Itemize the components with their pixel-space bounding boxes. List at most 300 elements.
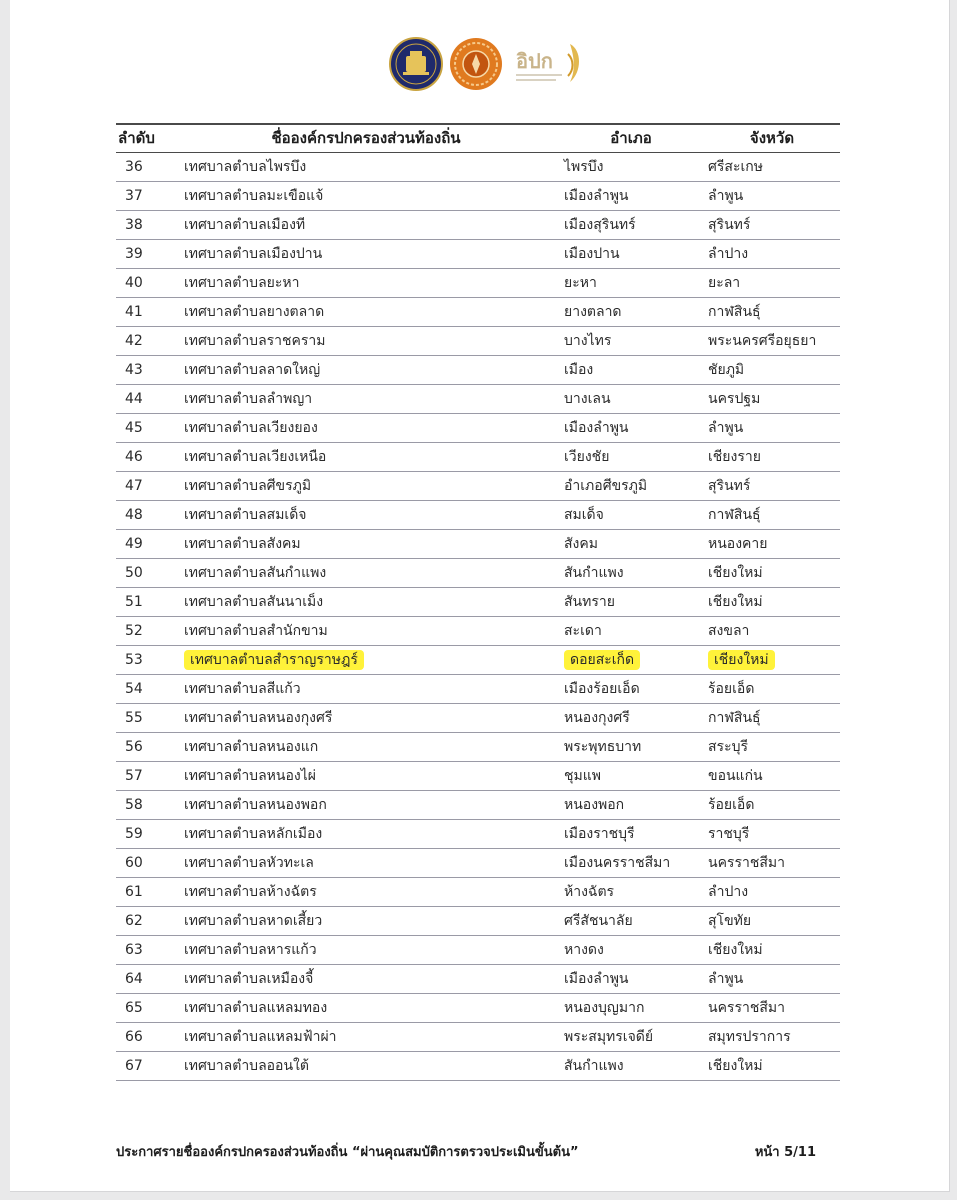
row-district: สันกำแพง	[564, 564, 624, 581]
row-organization-name: เทศบาลตำบลหารแก้ว	[184, 941, 317, 958]
row-organization-name: เทศบาลตำบลสันกำแพง	[184, 564, 327, 581]
row-number-cell	[116, 355, 174, 384]
table-row	[116, 268, 840, 297]
row-organization-name-cell	[174, 674, 558, 703]
row-district: ชุมแพ	[564, 767, 601, 784]
row-organization-name-cell	[174, 471, 558, 500]
table-row	[116, 587, 840, 616]
table-row	[116, 442, 840, 471]
row-number-cell	[116, 819, 174, 848]
table-row	[116, 877, 840, 906]
row-number: 54	[125, 680, 143, 697]
table-row	[116, 993, 840, 1022]
row-number-cell	[116, 210, 174, 239]
row-number: 47	[125, 477, 143, 494]
row-number-cell	[116, 297, 174, 326]
row-organization-name-cell	[174, 790, 558, 819]
row-province-cell	[704, 384, 840, 413]
row-province-cell	[704, 674, 840, 703]
row-number: 48	[125, 506, 143, 523]
row-organization-name: เทศบาลตำบลห้างฉัตร	[184, 883, 317, 900]
row-district-cell	[558, 703, 704, 732]
table-row	[116, 529, 840, 558]
row-district: หนองกุงศรี	[564, 709, 630, 726]
row-district-cell	[558, 384, 704, 413]
row-number-cell	[116, 413, 174, 442]
header-logos	[388, 36, 588, 96]
row-district-cell	[558, 558, 704, 587]
row-province-cell	[704, 297, 840, 326]
row-province: ลำปาง	[708, 245, 749, 262]
row-district-cell	[558, 587, 704, 616]
row-number: 36	[125, 158, 143, 175]
row-district-cell	[558, 732, 704, 761]
row-number: 64	[125, 970, 143, 987]
row-organization-name: เทศบาลตำบลเวียงยอง	[184, 419, 318, 436]
row-district-cell	[558, 964, 704, 993]
row-district-cell	[558, 442, 704, 471]
row-number-cell	[116, 616, 174, 645]
table-row	[116, 674, 840, 703]
row-organization-name-cell	[174, 877, 558, 906]
row-number-cell	[116, 500, 174, 529]
row-district-cell	[558, 1051, 704, 1080]
table-row	[116, 616, 840, 645]
row-district: สันทราย	[564, 593, 615, 610]
table-row	[116, 732, 840, 761]
row-number-cell	[116, 964, 174, 993]
row-organization-name: เทศบาลตำบลเมืองปาน	[184, 245, 323, 262]
row-organization-name-cell	[174, 819, 558, 848]
row-number: 44	[125, 390, 143, 407]
row-province-cell	[704, 906, 840, 935]
row-province: นครปฐม	[708, 390, 761, 407]
row-province: หนองคาย	[708, 535, 768, 552]
table-row	[116, 152, 840, 181]
table-row	[116, 413, 840, 442]
table-row	[116, 210, 840, 239]
row-district-cell	[558, 819, 704, 848]
column-header-organization: ชื่อองค์กรปกครองส่วนท้องถิ่น	[174, 124, 558, 152]
itas-logo-icon	[512, 36, 588, 92]
row-organization-name-cell	[174, 993, 558, 1022]
row-province: นครราชสีมา	[708, 854, 785, 871]
row-organization-name-cell	[174, 732, 558, 761]
table-row	[116, 326, 840, 355]
row-district: เมืองปาน	[564, 245, 620, 262]
row-province: ศรีสะเกษ	[708, 158, 763, 175]
row-organization-name-cell	[174, 384, 558, 413]
row-province: กาฬสินธุ์	[708, 506, 761, 523]
row-district: หนองพอก	[564, 796, 625, 813]
row-district: สันกำแพง	[564, 1057, 624, 1074]
row-organization-name: เทศบาลตำบลหนองพอก	[184, 796, 327, 813]
row-province-cell	[704, 355, 840, 384]
row-province-cell	[704, 558, 840, 587]
row-number: 59	[125, 825, 143, 842]
table-row	[116, 355, 840, 384]
row-organization-name: เทศบาลตำบลสังคม	[184, 535, 301, 552]
row-district: หางดง	[564, 941, 604, 958]
row-province: ราชบุรี	[708, 825, 750, 842]
row-organization-name-cell	[174, 500, 558, 529]
row-organization-name-cell	[174, 268, 558, 297]
row-district: ห้างฉัตร	[564, 883, 615, 900]
column-header-district: อำเภอ	[558, 124, 704, 152]
row-number: 57	[125, 767, 143, 784]
row-province: ชัยภูมิ	[708, 361, 745, 378]
row-organization-name: เทศบาลตำบลสำนักขาม	[184, 622, 328, 639]
row-province-cell	[704, 210, 840, 239]
row-district-cell	[558, 181, 704, 210]
row-district: เมืองร้อยเอ็ด	[564, 680, 640, 697]
row-province-cell	[704, 152, 840, 181]
row-province: สุโขทัย	[708, 912, 752, 929]
organization-table	[116, 123, 840, 1081]
row-number-cell	[116, 848, 174, 877]
row-number: 39	[125, 245, 143, 262]
row-district-cell	[558, 906, 704, 935]
row-district-cell	[558, 848, 704, 877]
row-number-cell	[116, 935, 174, 964]
row-organization-name-cell	[174, 761, 558, 790]
row-organization-name-cell	[174, 906, 558, 935]
row-district-cell	[558, 413, 704, 442]
row-organization-name: เทศบาลตำบลแหลมทอง	[184, 999, 328, 1016]
row-province: ยะลา	[708, 274, 741, 291]
row-district-cell	[558, 993, 704, 1022]
row-district: หนองบุญมาก	[564, 999, 645, 1016]
row-province: นครราชสีมา	[708, 999, 785, 1016]
row-district: บางไทร	[564, 332, 612, 349]
row-number-cell	[116, 674, 174, 703]
row-number-cell	[116, 529, 174, 558]
row-province: เชียงใหม่	[708, 593, 763, 610]
row-district: เมืองนครราชสีมา	[564, 854, 671, 871]
page-footer	[116, 1141, 816, 1162]
row-district: เมืองสุรินทร์	[564, 216, 636, 233]
row-organization-name-cell	[174, 210, 558, 239]
row-district-cell	[558, 297, 704, 326]
row-district-cell	[558, 529, 704, 558]
row-number-cell	[116, 1051, 174, 1080]
row-district-cell	[558, 500, 704, 529]
row-number: 40	[125, 274, 143, 291]
row-organization-name: เทศบาลตำบลยะหา	[184, 274, 300, 291]
row-organization-name-cell	[174, 297, 558, 326]
table-row	[116, 848, 840, 877]
row-province-cell	[704, 848, 840, 877]
row-organization-name-cell	[174, 587, 558, 616]
table-row	[116, 297, 840, 326]
row-district-cell	[558, 645, 704, 674]
row-district-cell	[558, 674, 704, 703]
government-emblem-icon	[388, 36, 444, 92]
row-number: 52	[125, 622, 143, 639]
row-district: พระพุทธบาท	[564, 738, 642, 755]
row-district-cell	[558, 616, 704, 645]
row-province: สุรินทร์	[708, 216, 751, 233]
row-organization-name: เทศบาลตำบลมะเขือแจ้	[184, 187, 324, 204]
row-province: ร้อยเอ็ด	[708, 680, 755, 697]
row-organization-name-cell	[174, 964, 558, 993]
row-organization-name: เทศบาลตำบลสีแก้ว	[184, 680, 301, 697]
row-province: ลำพูน	[708, 187, 744, 204]
row-organization-name-cell	[174, 152, 558, 181]
row-district-cell	[558, 790, 704, 819]
row-organization-name-cell	[174, 442, 558, 471]
table-row	[116, 819, 840, 848]
row-province-cell	[704, 239, 840, 268]
row-number: 41	[125, 303, 143, 320]
row-organization-name-cell	[174, 935, 558, 964]
row-district: เวียงชัย	[564, 448, 610, 465]
row-province-cell	[704, 761, 840, 790]
table-row	[116, 1051, 840, 1080]
row-district-cell	[558, 877, 704, 906]
row-district: เมือง	[564, 361, 594, 378]
row-district: ศรีสัชนาลัย	[564, 912, 633, 929]
row-district-cell	[558, 1022, 704, 1051]
row-district: สมเด็จ	[564, 506, 604, 523]
row-district: ยะหา	[564, 274, 597, 291]
row-province-cell	[704, 413, 840, 442]
table-row	[116, 239, 840, 268]
row-organization-name: เทศบาลตำบลหลักเมือง	[184, 825, 323, 842]
row-number: 63	[125, 941, 143, 958]
row-organization-name: เทศบาลตำบลแหลมฟ้าผ่า	[184, 1028, 337, 1045]
row-number-cell	[116, 326, 174, 355]
row-number-cell	[116, 1022, 174, 1051]
row-organization-name: เทศบาลตำบลเวียงเหนือ	[184, 448, 327, 465]
row-organization-name: เทศบาลตำบลลำพญา	[184, 390, 313, 407]
row-province-cell	[704, 181, 840, 210]
row-number-cell	[116, 790, 174, 819]
row-district: ยางตลาด	[564, 303, 622, 320]
row-province-cell	[704, 587, 840, 616]
row-organization-name: เทศบาลตำบลลาดใหญ่	[184, 361, 321, 378]
row-district: เมืองลำพูน	[564, 187, 629, 204]
row-organization-name: เทศบาลตำบลหาดเสี้ยว	[184, 912, 323, 929]
department-seal-icon	[448, 36, 504, 92]
table-row	[116, 964, 840, 993]
row-number: 66	[125, 1028, 143, 1045]
row-organization-name-cell	[174, 848, 558, 877]
row-province-cell	[704, 268, 840, 297]
row-organization-name: เทศบาลตำบลหัวทะเล	[184, 854, 314, 871]
row-district-cell	[558, 210, 704, 239]
table-row	[116, 906, 840, 935]
row-organization-name-cell	[174, 616, 558, 645]
row-number: 60	[125, 854, 143, 871]
row-province-cell	[704, 993, 840, 1022]
row-number-cell	[116, 268, 174, 297]
row-province: กาฬสินธุ์	[708, 709, 761, 726]
row-number-cell	[116, 384, 174, 413]
row-number-cell	[116, 645, 174, 674]
row-number: 38	[125, 216, 143, 233]
row-organization-name-cell	[174, 703, 558, 732]
row-province: เชียงใหม่	[708, 1057, 763, 1074]
row-number-cell	[116, 239, 174, 268]
footer-title: ประกาศรายชื่อองค์กรปกครองส่วนท้องถิ่น “ผ่านคุณสมบัติการตรวจประเมินขั้นต้น”	[116, 1145, 579, 1160]
row-number: 62	[125, 912, 143, 929]
row-organization-name: เทศบาลตำบลหนองแก	[184, 738, 319, 755]
row-organization-name: เทศบาลตำบลสำราญราษฎร์	[184, 650, 364, 670]
row-province-cell	[704, 471, 840, 500]
row-number-cell	[116, 906, 174, 935]
row-organization-name-cell	[174, 326, 558, 355]
table-row	[116, 181, 840, 210]
row-number: 42	[125, 332, 143, 349]
table-header-row	[116, 124, 840, 152]
table-row	[116, 558, 840, 587]
row-organization-name-cell	[174, 181, 558, 210]
row-number: 67	[125, 1057, 143, 1074]
row-organization-name-cell	[174, 558, 558, 587]
table-row	[116, 645, 840, 674]
row-district-cell	[558, 355, 704, 384]
row-organization-name-cell	[174, 1022, 558, 1051]
row-province: สุรินทร์	[708, 477, 751, 494]
page-number: หน้า 5/11	[754, 1145, 816, 1160]
row-number: 51	[125, 593, 143, 610]
row-province-cell	[704, 732, 840, 761]
row-province: สระบุรี	[708, 738, 748, 755]
row-district-cell	[558, 239, 704, 268]
row-province-cell	[704, 935, 840, 964]
row-district: สังคม	[564, 535, 598, 552]
row-number: 49	[125, 535, 143, 552]
row-organization-name: เทศบาลตำบลเหมืองจี้	[184, 970, 314, 987]
row-organization-name-cell	[174, 413, 558, 442]
document-page	[10, 0, 950, 1192]
row-organization-name: เทศบาลตำบลสมเด็จ	[184, 506, 307, 523]
row-province: สมุทรปราการ	[708, 1028, 791, 1045]
row-organization-name-cell	[174, 355, 558, 384]
row-number: 53	[125, 651, 143, 668]
svg-text:อิปก: อิปก	[516, 49, 553, 73]
row-number-cell	[116, 181, 174, 210]
row-district: ไพรบึง	[564, 158, 604, 175]
row-province-cell	[704, 529, 840, 558]
row-district-cell	[558, 761, 704, 790]
row-number: 46	[125, 448, 143, 465]
row-organization-name: เทศบาลตำบลเมืองที	[184, 216, 306, 233]
row-organization-name: เทศบาลตำบลศีขรภูมิ	[184, 477, 312, 494]
row-number: 65	[125, 999, 143, 1016]
row-province: ลำพูน	[708, 970, 744, 987]
row-province-cell	[704, 1051, 840, 1080]
row-number-cell	[116, 558, 174, 587]
row-number-cell	[116, 761, 174, 790]
table-row	[116, 935, 840, 964]
row-district: ดอยสะเก็ด	[564, 650, 640, 670]
row-number-cell	[116, 471, 174, 500]
row-number: 45	[125, 419, 143, 436]
row-number-cell	[116, 152, 174, 181]
row-district-cell	[558, 152, 704, 181]
table-row	[116, 1022, 840, 1051]
column-header-province: จังหวัด	[704, 124, 840, 152]
row-number-cell	[116, 732, 174, 761]
row-province-cell	[704, 819, 840, 848]
row-province: ลำพูน	[708, 419, 744, 436]
row-number-cell	[116, 993, 174, 1022]
row-number: 58	[125, 796, 143, 813]
row-organization-name: เทศบาลตำบลไพรบึง	[184, 158, 307, 175]
table-row	[116, 761, 840, 790]
row-district: เมืองลำพูน	[564, 970, 629, 987]
row-number: 55	[125, 709, 143, 726]
row-province: เชียงใหม่	[708, 650, 775, 670]
row-province: สงขลา	[708, 622, 750, 639]
row-number-cell	[116, 587, 174, 616]
row-organization-name: เทศบาลตำบลหนองกุงศรี	[184, 709, 333, 726]
row-number: 50	[125, 564, 143, 581]
row-province: ขอนแก่น	[708, 767, 763, 784]
row-organization-name: เทศบาลตำบลราชคราม	[184, 332, 326, 349]
row-number: 43	[125, 361, 143, 378]
table-row	[116, 384, 840, 413]
row-province-cell	[704, 877, 840, 906]
row-district-cell	[558, 471, 704, 500]
row-province-cell	[704, 1022, 840, 1051]
row-province: เชียงใหม่	[708, 564, 763, 581]
row-province: พระนครศรีอยุธยา	[708, 332, 817, 349]
row-province: ร้อยเอ็ด	[708, 796, 755, 813]
row-province-cell	[704, 703, 840, 732]
row-organization-name-cell	[174, 239, 558, 268]
row-province-cell	[704, 790, 840, 819]
row-province-cell	[704, 645, 840, 674]
row-number-cell	[116, 877, 174, 906]
column-header-number: ลำดับ	[116, 124, 174, 152]
row-district: เมืองราชบุรี	[564, 825, 635, 842]
row-province: กาฬสินธุ์	[708, 303, 761, 320]
row-district: พระสมุทรเจดีย์	[564, 1028, 654, 1045]
row-number-cell	[116, 442, 174, 471]
row-organization-name: เทศบาลตำบลออนใต้	[184, 1057, 309, 1074]
row-province-cell	[704, 326, 840, 355]
table-row	[116, 471, 840, 500]
row-district: เมืองลำพูน	[564, 419, 629, 436]
row-district: บางเลน	[564, 390, 611, 407]
row-number: 37	[125, 187, 143, 204]
row-organization-name: เทศบาลตำบลยางตลาด	[184, 303, 325, 320]
row-province-cell	[704, 500, 840, 529]
row-province-cell	[704, 964, 840, 993]
row-number: 61	[125, 883, 143, 900]
row-organization-name-cell	[174, 529, 558, 558]
table-row	[116, 790, 840, 819]
row-district: อำเภอศีขรภูมิ	[564, 477, 648, 494]
row-district-cell	[558, 268, 704, 297]
row-district-cell	[558, 935, 704, 964]
table-row	[116, 500, 840, 529]
row-district-cell	[558, 326, 704, 355]
row-province: เชียงราย	[708, 448, 761, 465]
row-province-cell	[704, 616, 840, 645]
row-province-cell	[704, 442, 840, 471]
table-body	[116, 152, 840, 1080]
row-organization-name-cell	[174, 1051, 558, 1080]
table-row	[116, 703, 840, 732]
row-number: 56	[125, 738, 143, 755]
row-organization-name-cell	[174, 645, 558, 674]
row-province: ลำปาง	[708, 883, 749, 900]
row-number-cell	[116, 703, 174, 732]
